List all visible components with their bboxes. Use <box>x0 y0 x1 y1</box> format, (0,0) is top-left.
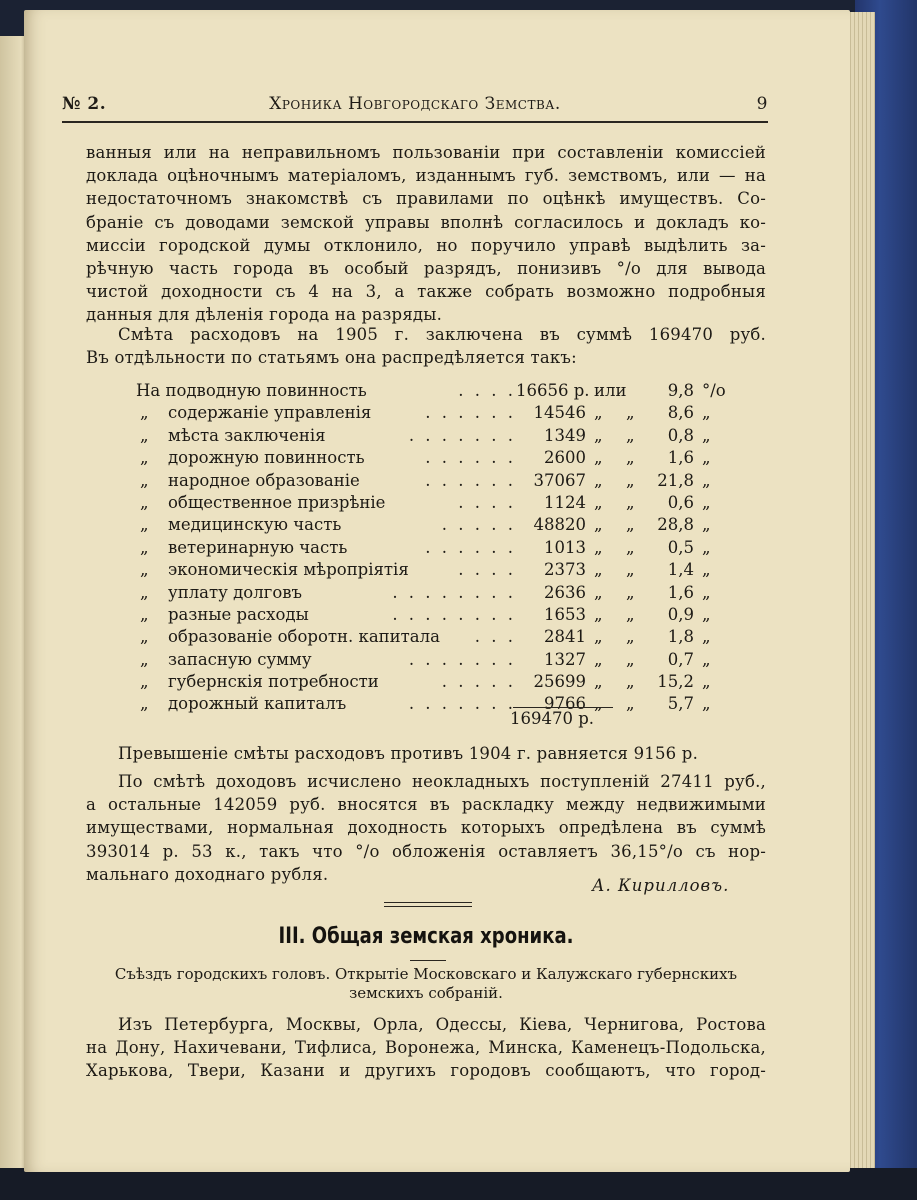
row-ditto: „ <box>626 649 635 669</box>
row-amount: 1013 <box>544 537 586 557</box>
row-amount: 16656 р. <box>516 381 590 400</box>
row-label: образованіе оборотн. капитала <box>168 627 440 647</box>
row-label: общественное призрѣніе <box>168 492 386 512</box>
row-quote: „ <box>140 448 149 468</box>
row-ditto: „ <box>626 560 635 580</box>
row-amount: 25699 <box>533 672 586 692</box>
budget-table <box>136 380 736 716</box>
row-amount: 9766 <box>544 694 586 714</box>
row-ditto: „ <box>594 649 603 669</box>
row-ditto: „ <box>594 694 603 714</box>
text-line: имуществами, нормальная доходность которыхъ опредѣлена въ суммѣ <box>86 818 766 838</box>
total-rule <box>513 707 613 708</box>
row-quote: „ <box>140 492 149 512</box>
row-ditto: „ <box>626 604 635 624</box>
row-label: уплату долговъ <box>168 582 303 602</box>
row-amount: 48820 <box>533 515 586 535</box>
row-ditto: „ <box>594 425 603 445</box>
budget-total: 169470 р. <box>510 709 595 728</box>
row-quote: „ <box>140 403 149 423</box>
row-label: содержаніе управленія <box>168 403 372 423</box>
row-ditto: или <box>594 381 627 400</box>
row-percent: 5,7 <box>667 694 694 714</box>
paragraph-2 <box>86 323 766 369</box>
row-ditto: „ <box>626 537 635 557</box>
row-leader-dots: . . . . . . <box>425 470 516 490</box>
row-percent: 1,4 <box>667 560 694 580</box>
budget-row <box>136 447 736 469</box>
row-percent: 1,6 <box>667 448 694 468</box>
text-line: Въ отдѣльности по статьямъ она распредѣляется такъ: <box>86 348 577 368</box>
budget-row <box>136 559 736 581</box>
row-percent: 0,8 <box>667 425 694 445</box>
row-ditto: „ <box>626 582 635 602</box>
row-amount: 1327 <box>544 649 586 669</box>
budget-row <box>136 380 736 402</box>
row-percent: 28,8 <box>657 515 694 535</box>
budget-row <box>136 425 736 447</box>
row-leader-dots: . . . . <box>458 381 516 400</box>
row-leader-dots: . . . . . . <box>425 537 516 557</box>
row-ditto: „ <box>594 560 603 580</box>
row-ditto: „ <box>626 492 635 512</box>
row-label: На подводную повинность <box>136 381 367 400</box>
row-ditto: „ <box>702 649 711 669</box>
paragraph-3 <box>86 742 766 765</box>
row-quote: „ <box>140 537 149 557</box>
row-leader-dots: . . . . . . <box>425 403 516 423</box>
row-leader-dots: . . . . . <box>441 515 516 535</box>
text-line: 393014 р. 53 к., такъ что °/о обложенія оставляетъ 36,15°/о съ нор- <box>86 841 766 861</box>
text-line: на Дону, Нахичевани, Тифлиса, Воронежа, Минска, Каменецъ-Подольска, <box>86 1038 766 1058</box>
budget-row <box>136 626 736 648</box>
row-ditto: „ <box>702 492 711 512</box>
issue-number: № 2. <box>62 94 107 114</box>
row-leader-dots: . . . . . . <box>425 448 516 468</box>
author-signature: А. Кирилловъ. <box>592 876 730 895</box>
budget-row <box>136 402 736 424</box>
row-amount: 37067 <box>533 470 586 490</box>
row-label: ветеринарную часть <box>168 537 348 557</box>
row-quote: „ <box>140 627 149 647</box>
budget-row <box>136 693 736 715</box>
budget-row <box>136 604 736 626</box>
row-ditto: „ <box>594 582 603 602</box>
row-ditto: „ <box>594 515 603 535</box>
row-ditto: „ <box>594 448 603 468</box>
budget-row <box>136 470 736 492</box>
row-label: медицинскую часть <box>168 515 342 535</box>
row-ditto: „ <box>702 403 711 423</box>
row-percent: 21,8 <box>657 470 694 490</box>
row-leader-dots: . . . . <box>458 492 516 512</box>
text-line: браніе съ доводами земской управы вполнѣ согласилось и докладъ ко- <box>86 212 766 232</box>
row-percent: 0,7 <box>667 649 694 669</box>
row-label: дорожный капиталъ <box>168 694 347 714</box>
text-line: миссіи городской думы отклонило, но поручило управѣ выдѣлить за- <box>86 235 766 255</box>
section-divider <box>384 902 472 907</box>
row-quote: „ <box>140 649 149 669</box>
budget-row <box>136 492 736 514</box>
row-percent: 0,5 <box>667 537 694 557</box>
text-line: Смѣта расходовъ на 1905 г. заключена въ суммѣ 169470 руб. <box>118 325 766 344</box>
text-line: чистой доходности съ 4 на 3, а также собрать возможно подробныя <box>86 282 766 302</box>
row-ditto: „ <box>594 492 603 512</box>
row-ditto: „ <box>626 425 635 445</box>
row-label: запасную сумму <box>168 649 312 669</box>
text-line: Превышеніе смѣты расходовъ противъ 1904 г. равняется 9156 р. <box>118 744 699 763</box>
text-line: рѣчную часть города въ особый разрядъ, понизивъ °/о для вывода <box>86 259 766 279</box>
row-ditto: „ <box>702 470 711 490</box>
budget-row <box>136 649 736 671</box>
row-amount: 2373 <box>544 560 586 580</box>
row-percent: 0,9 <box>667 604 694 624</box>
row-amount: 1653 <box>544 604 586 624</box>
text-line: ванныя или на неправильномъ пользованіи при составленіи комиссіей <box>86 143 766 162</box>
row-ditto: „ <box>702 537 711 557</box>
row-ditto: „ <box>594 470 603 490</box>
header-rule <box>62 121 768 123</box>
row-ditto: „ <box>626 448 635 468</box>
row-amount: 2841 <box>544 627 586 647</box>
row-leader-dots: . . . . . . . <box>408 649 516 669</box>
row-percent: 15,2 <box>657 672 694 692</box>
row-percent: 1,8 <box>667 627 694 647</box>
row-ditto: „ <box>626 470 635 490</box>
row-quote: „ <box>140 604 149 624</box>
section-subtitle <box>86 965 766 1003</box>
row-label: дорожную повинность <box>168 448 365 468</box>
row-leader-dots: . . . . . <box>441 672 516 692</box>
row-amount: 14546 <box>533 403 586 423</box>
row-ditto: „ <box>702 582 711 602</box>
row-ditto: „ <box>702 515 711 535</box>
row-ditto: „ <box>702 604 711 624</box>
row-quote: „ <box>140 425 149 445</box>
subtitle-line: земскихъ собраній. <box>349 984 503 1002</box>
row-quote: „ <box>140 582 149 602</box>
row-label: народное образованіе <box>168 470 360 490</box>
row-quote: „ <box>140 560 149 580</box>
text-line: доклада оцѣночнымъ матеріаломъ, изданнымъ губ. земствомъ, или — на <box>86 166 766 186</box>
row-leader-dots: . . . <box>474 627 516 647</box>
row-ditto: „ <box>594 604 603 624</box>
journal-title: Хроника Новгородскаго Земства. <box>269 94 561 114</box>
row-ditto: „ <box>702 672 711 692</box>
row-percent: 8,6 <box>667 403 694 423</box>
row-ditto: „ <box>594 672 603 692</box>
section-title: III. Общая земская хроника. <box>278 924 574 949</box>
text-line: данныя для дѣленія города на разряды. <box>86 305 443 325</box>
row-leader-dots: . . . . . . . <box>408 425 516 445</box>
row-leader-dots: . . . . . . . <box>408 694 516 714</box>
text-line: мальнаго доходнаго рубля. <box>86 864 329 884</box>
row-amount: 1124 <box>544 492 586 512</box>
row-quote: „ <box>140 515 149 535</box>
budget-row <box>136 671 736 693</box>
row-quote: „ <box>140 470 149 490</box>
row-ditto: „ <box>626 694 635 714</box>
budget-row <box>136 514 736 536</box>
text-line: а остальные 142059 руб. вносятся въ раскладку между недвижимыми <box>86 795 766 815</box>
row-leader-dots: . . . . <box>458 560 516 580</box>
row-percent: 1,6 <box>667 582 694 602</box>
paragraph-5 <box>86 1013 766 1083</box>
bottom-edge <box>0 1168 917 1200</box>
row-ditto: „ <box>626 515 635 535</box>
text-line: Харькова, Твери, Казани и другихъ городовъ сообщаютъ, что город- <box>86 1061 766 1081</box>
row-ditto: „ <box>702 694 711 714</box>
paragraph-4 <box>86 770 766 886</box>
row-ditto: „ <box>594 537 603 557</box>
row-ditto: „ <box>702 425 711 445</box>
row-ditto: „ <box>626 403 635 423</box>
row-ditto: °/о <box>702 381 726 400</box>
row-ditto: „ <box>702 627 711 647</box>
row-ditto: „ <box>626 672 635 692</box>
row-leader-dots: . . . . . . . . <box>392 604 516 624</box>
paragraph-1 <box>86 141 766 327</box>
row-label: мѣста заключенія <box>168 425 326 445</box>
row-leader-dots: . . . . . . . . <box>392 582 516 602</box>
row-label: разные расходы <box>168 604 309 624</box>
row-ditto: „ <box>594 627 603 647</box>
row-label: губернскія потребности <box>168 672 379 692</box>
subtitle-line: Съѣздъ городскихъ головъ. Открытіе Московскаго и Калужскаго губернскихъ <box>114 965 738 983</box>
row-label: экономическія мѣропріятія <box>168 560 409 580</box>
budget-row <box>136 582 736 604</box>
row-percent: 9,8 <box>667 381 694 400</box>
budget-row <box>136 537 736 559</box>
row-amount: 2600 <box>544 448 586 468</box>
row-percent: 0,6 <box>667 492 694 512</box>
row-ditto: „ <box>702 448 711 468</box>
row-ditto: „ <box>626 627 635 647</box>
row-ditto: „ <box>594 403 603 423</box>
row-quote: „ <box>140 672 149 692</box>
text-line: недостаточномъ знакомствѣ съ правилами по оцѣнкѣ имуществъ. Со- <box>86 189 766 209</box>
row-quote: „ <box>140 694 149 714</box>
row-amount: 1349 <box>544 425 586 445</box>
text-line: По смѣтѣ доходовъ исчислено неокладныхъ поступленій 27411 руб., <box>118 772 766 791</box>
text-line: Изъ Петербурга, Москвы, Орла, Одессы, Кіева, Чернигова, Ростова <box>118 1015 766 1034</box>
page-number: 9 <box>756 94 768 114</box>
row-ditto: „ <box>702 560 711 580</box>
row-amount: 2636 <box>544 582 586 602</box>
title-rule <box>410 960 446 961</box>
